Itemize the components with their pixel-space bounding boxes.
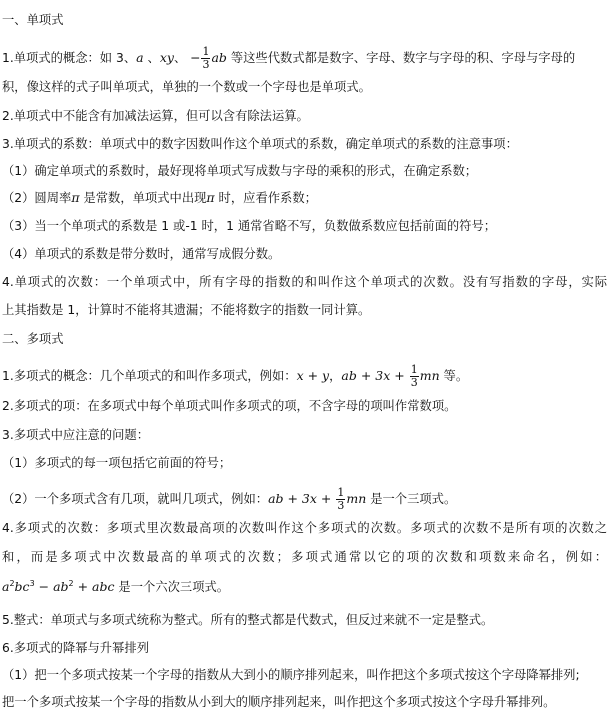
coefficient-note-1: （1）确定单项式的系数时，最好现将单项式写成数与字母的乘积的形式，在确定系数； bbox=[2, 164, 478, 178]
polynomial-concept: 1.多项式的概念：几个单项式的和叫作多项式，例如：x + y，ab + 3x + $\frac{1}{3}$ mn 等。 bbox=[2, 363, 469, 389]
polynomial-degree-line-1: 4.多项式的次数：多项式里次数最高项的次数叫作这个多项式的次数。多项式的次数不是所有项的次数之 bbox=[2, 521, 607, 535]
monomial-concept-line-1: 1.单项式的概念：如 3、a 、xy、 − $\frac{1}{3}$ ab 等这些代数式都是数字、字母、数字与字母的积、字母与字母的 bbox=[2, 45, 576, 71]
coefficient-note-2: （2）圆周率π 是常数，单项式中出现π 时，应看作系数； bbox=[2, 190, 317, 205]
power-order-title: 6.多项式的降幂与升幂排列 bbox=[2, 641, 149, 655]
fraction-one-third: $\frac{1}{3}$ bbox=[202, 45, 210, 71]
monomial-concept-line-2: 积，像这样的式子叫单项式，单独的一个数或一个字母也是单项式。 bbox=[2, 80, 371, 94]
monomial-coefficient-intro: 3.单项式的系数：单项式中的数字因数叫作这个单项式的系数，确定单项式的系数的注意事项： bbox=[2, 137, 518, 151]
integral-expression-definition: 5.整式：单项式与多项式统称为整式。所有的整式都是代数式，但反过来就不一定是整式。 bbox=[2, 613, 494, 627]
polynomial-note-1: （1）多项式的每一项包括它前面的符号； bbox=[2, 456, 232, 470]
coefficient-note-3: （3）当一个单项式的系数是 1 或-1 时，1 通常省略不写，负数做系数应包括前面的符号； bbox=[2, 219, 497, 233]
fraction-one-third: $\frac{1}{3}$ bbox=[337, 486, 345, 512]
polynomial-terms: 2.多项式的项：在多项式中每个单项式叫作多项式的项，不含字母的项叫作常数项。 bbox=[2, 399, 457, 413]
monomial-rule-2: 2.单项式中不能含有加减法运算，但可以含有除法运算。 bbox=[2, 109, 309, 123]
polynomial-degree-line-2: 和，而是多项式中次数最高的单项式的次数；多项式通常以它的项的次数和项数来命名，例如： bbox=[2, 550, 607, 564]
monomial-degree-line-2: 上其指数是 1，计算时不能将其遗漏；不能将数字的指数一同计算。 bbox=[2, 303, 371, 317]
polynomial-note-2: （2）一个多项式含有几项，就叫几项式，例如：ab + 3x + $\frac{1}{3}$ mn 是一个三项式。 bbox=[2, 486, 457, 512]
monomial-degree-line-1: 4.单项式的次数：一个单项式中，所有字母的指数的和叫作这个单项式的次数。没有写指数的字母，实际 bbox=[2, 275, 607, 289]
polynomial-notes-intro: 3.多项式中应注意的问题： bbox=[2, 428, 149, 442]
power-order-line-2: 把一个多项式按某一个字母的指数从小到大的顺序排列起来，叫作把这个多项式按这个字母升幂排列。 bbox=[2, 695, 556, 709]
power-order-line-1: （1）把一个多项式按某一个字母的指数从大到小的顺序排列起来，叫作把这个多项式按这个字母降幂排列; bbox=[2, 668, 580, 682]
section-title-polynomial: 二、多项式 bbox=[2, 332, 64, 346]
section-title-monomial: 一、单项式 bbox=[2, 13, 64, 27]
polynomial-degree-example: $a^2bc^3 - ab^2$ + abc 是一个六次三项式。 bbox=[2, 579, 230, 594]
coefficient-note-4: （4）单项式的系数是带分数时，通常写成假分数。 bbox=[2, 247, 281, 261]
fraction-one-third: $\frac{1}{3}$ bbox=[410, 363, 418, 389]
